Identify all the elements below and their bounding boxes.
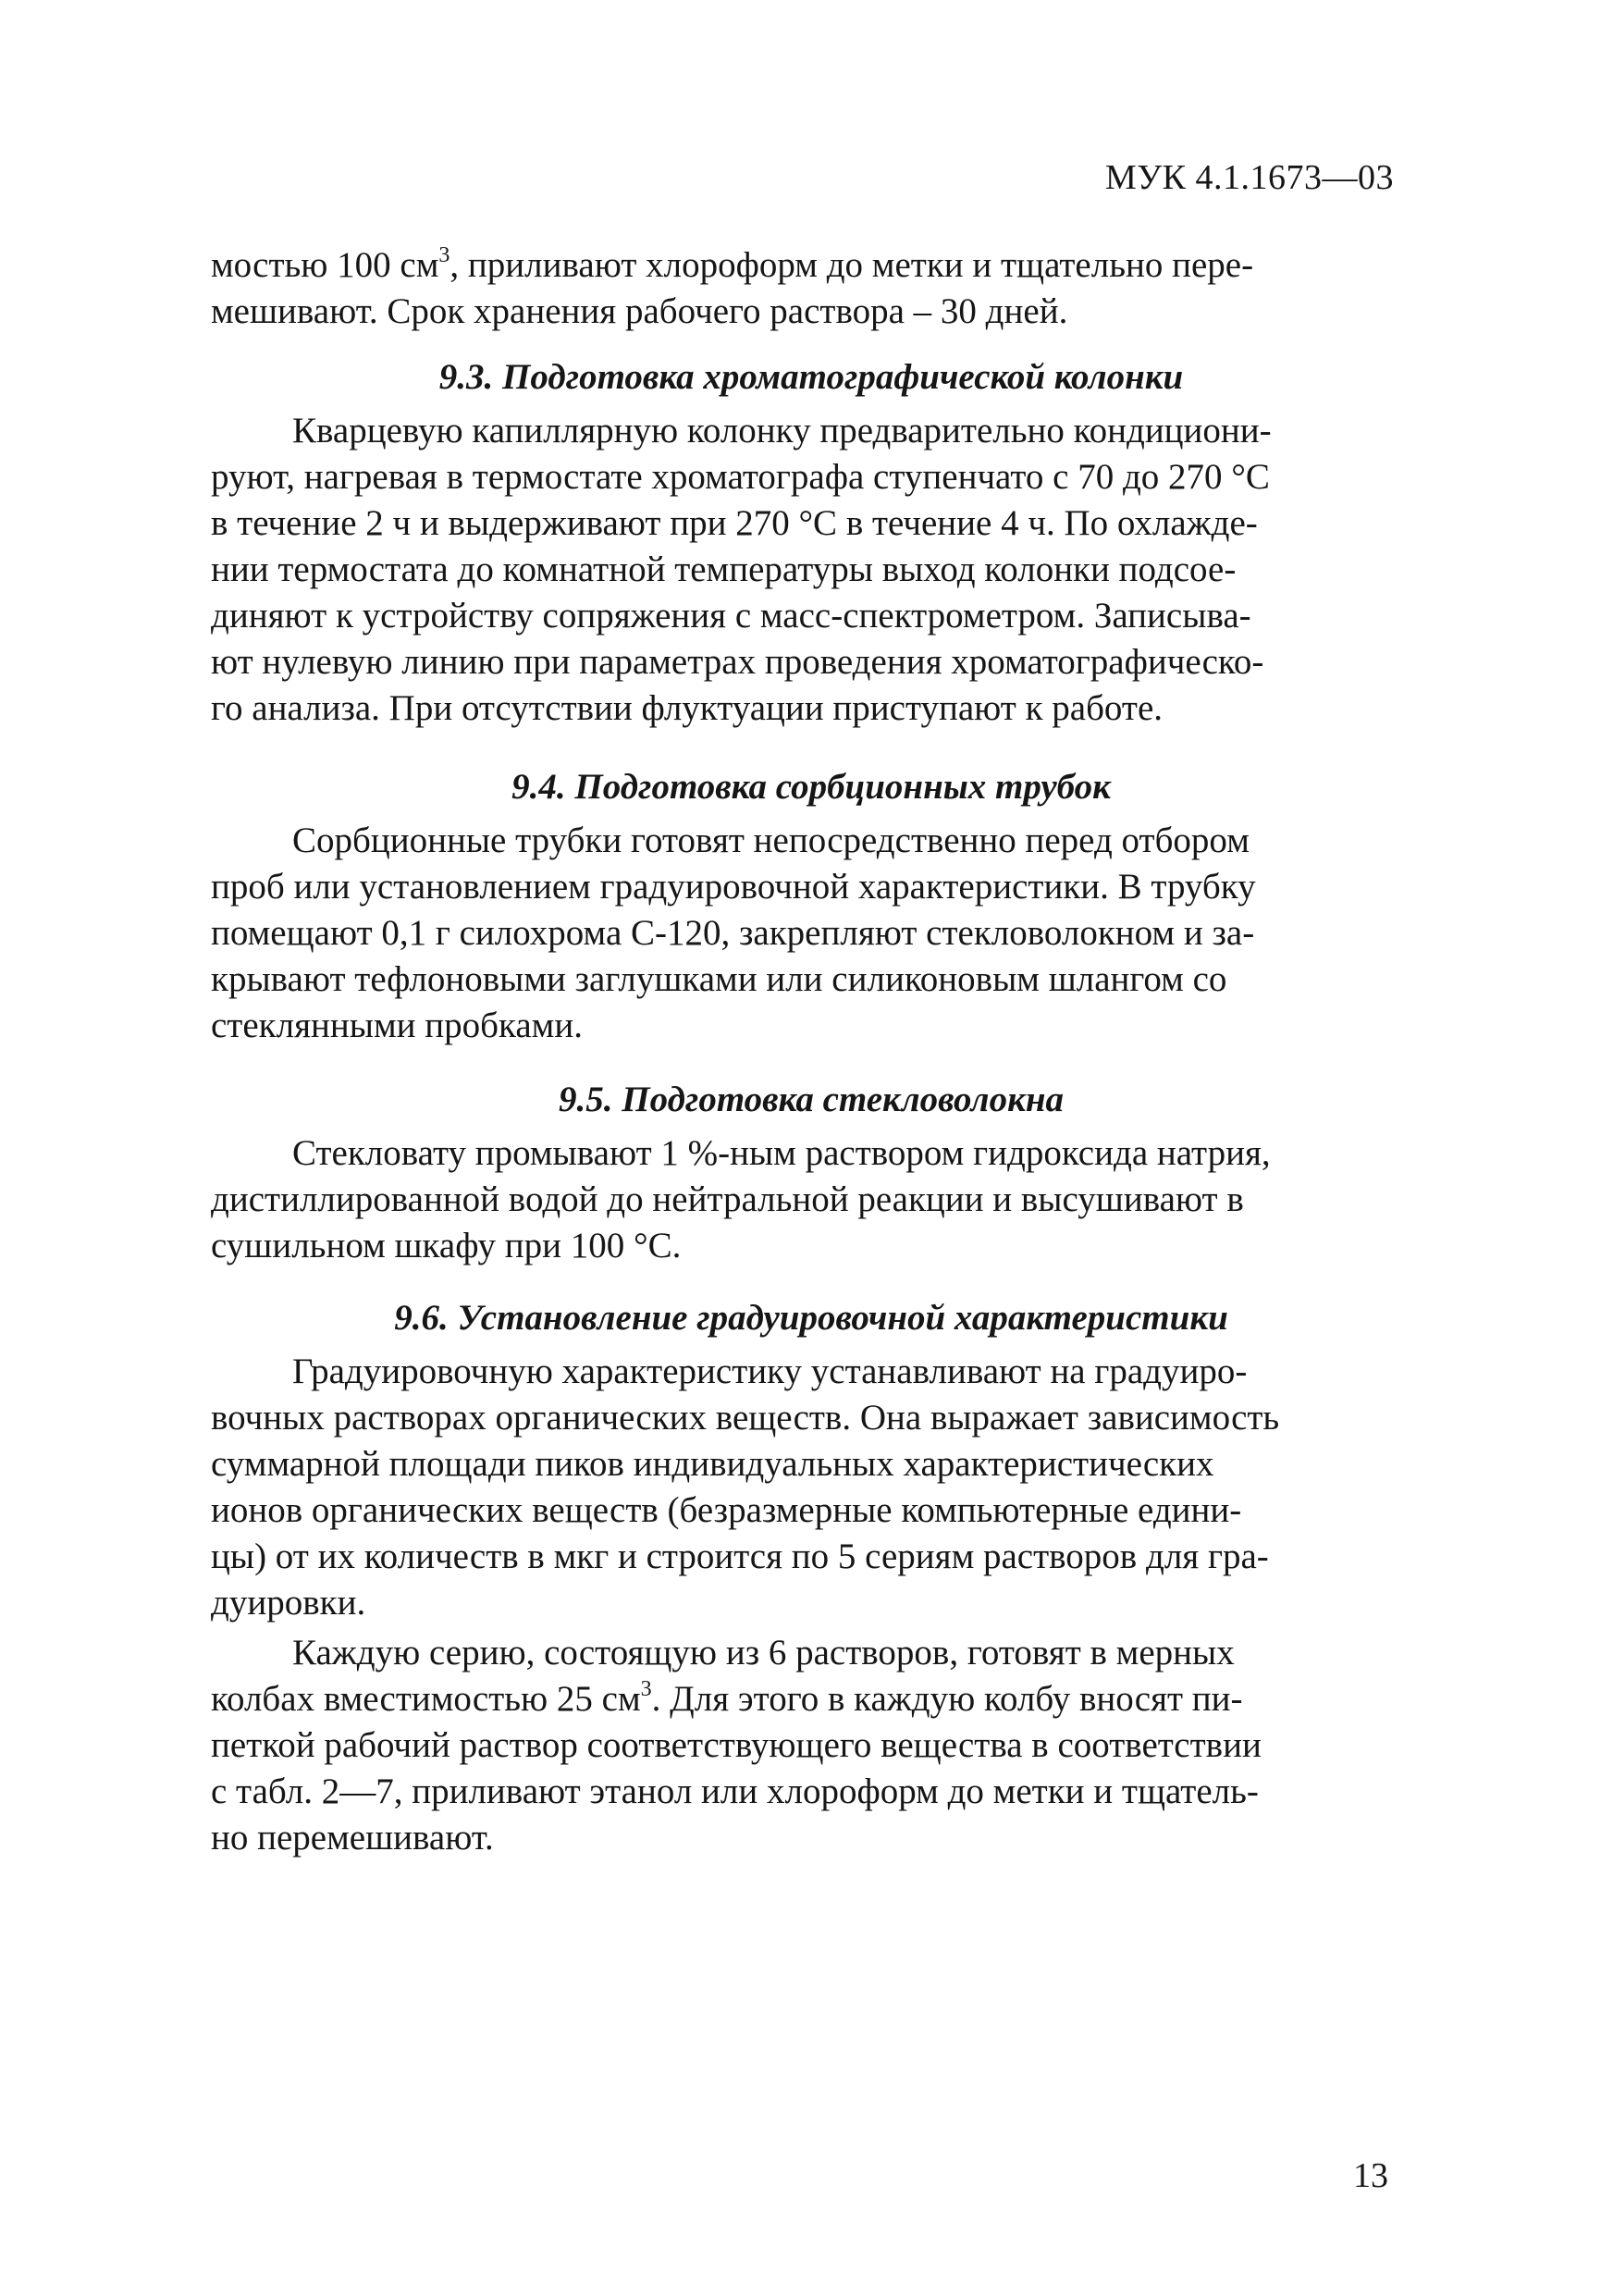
page-number: 13 [1353,2156,1388,2195]
text-line: дистиллированной водой до нейтральной реакции и высушивают в [211,1179,1244,1219]
text-line: диняют к устройству сопряжения с масс-спектрометром. Записыва- [211,596,1251,636]
superscript: 3 [438,243,450,267]
text-line: го анализа. При отсутствии флуктуации приступают к работе. [211,688,1164,728]
text-line: Стекловату промывают 1 %-ным раствором гидроксида натрия, [292,1133,1271,1173]
text-line: в течение 2 ч и выдерживают при 270 °С в течение 4 ч. По охлажде- [211,503,1258,543]
text-line: но перемешивают. [211,1818,494,1858]
section-paragraph [211,818,1411,1049]
text-line: крывают тефлоновыми заглушками или силиконовым шлангом со [211,959,1227,999]
section-paragraph [211,1349,1411,1626]
text-line: с табл. 2—7, приливают этанол или хлороформ до метки и тщатель- [211,1771,1259,1811]
text-line: помещают 0,1 г силохрома С-120, закрепляют стекловолокном и за- [211,913,1255,953]
section-paragraph [211,1130,1411,1269]
text-line: суммарной площади пиков индивидуальных характеристических [211,1444,1214,1484]
text-line: Каждую серию, состоящую из 6 растворов, готовят в мерных [292,1633,1235,1673]
text-line: Сорбционные трубки готовят непосредственно перед отбором [292,821,1250,860]
text-line: Градуировочную характеристику устанавливают на градуиро- [292,1352,1248,1391]
intro-block [211,242,1411,335]
text-line: Кварцевую капиллярную колонку предварительно кондициони- [292,411,1272,451]
text-line: колбах вместимостью 25 $см^3$. Для этого в каждую колбу вносят пи- [211,1677,1243,1719]
text-line: стеклянными пробками. [211,1006,583,1045]
section-paragraph [211,1630,1411,1861]
intro-paragraph [211,242,1411,335]
section-9-5 [211,1077,1411,1269]
section-9-6 [211,1295,1411,1861]
text-line: руют, нагревая в термостате хроматографа ступенчато с 70 до 270 °С [211,457,1270,497]
section-9-4 [211,764,1411,1049]
document-code: МУК 4.1.1673—03 [1104,158,1394,197]
section-heading: 9.3. Подготовка хроматографической колонки [438,357,1184,397]
text-line: сушильном шкафу при 100 °С. [211,1226,682,1265]
text-line: цы) от их количеств в мкг и строится по 5 сериям растворов для гра- [211,1537,1269,1576]
text-line: нии термостата до комнатной температуры выход колонки подсое- [211,549,1237,589]
intro-line-2: мешивают. Срок хранения рабочего раствора – 30 дней. [211,291,1068,331]
text-line: ионов органических веществ (безразмерные компьютерные едини- [211,1490,1242,1530]
text-line: петкой рабочий раствор соответствующего вещества в соответствии [211,1725,1262,1765]
section-9-3 [211,354,1411,732]
text-line: проб или установлением градуировочной характеристики. В трубку [211,867,1256,907]
section-heading: 9.6. Установление градуировочной характеристики [394,1298,1228,1338]
superscript: 3 [640,1677,652,1701]
section-heading: 9.5. Подготовка стекловолокна [559,1080,1064,1119]
section-heading: 9.4. Подготовка сорбционных трубок [511,767,1111,807]
text-line: дуировки. [211,1583,366,1623]
section-paragraph [211,408,1411,732]
intro-line-1: мостью 100 $см^3$, приливают хлороформ до метки и тщательно пере- [211,243,1254,285]
text-line: вочных растворах органических веществ. Она выражает зависимость [211,1398,1280,1438]
text-line: ют нулевую линию при параметрах проведения хроматографическо- [211,642,1264,682]
